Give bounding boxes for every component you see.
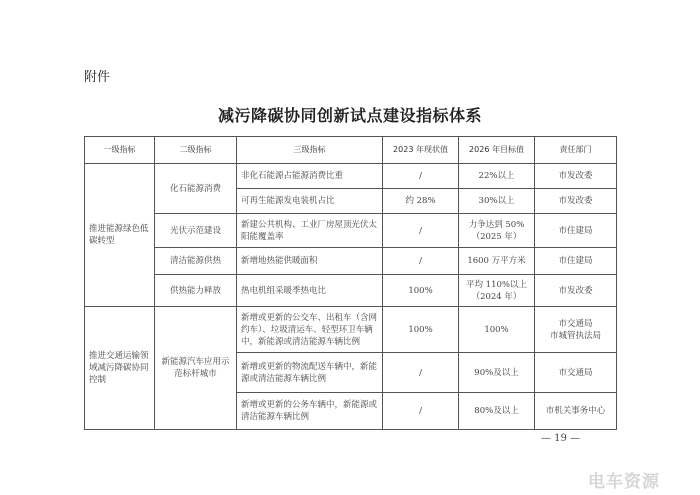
target-value-cell: 80%及以上 xyxy=(459,393,535,430)
current-value-cell: / xyxy=(383,214,459,248)
level3-cell: 非化石能源占能源消费比重 xyxy=(237,164,383,189)
header-department: 责任部门 xyxy=(535,137,617,164)
department-cell xyxy=(535,307,617,353)
target-value-cell: 90%及以上 xyxy=(459,353,535,393)
department-cell: 市机关事务中心 xyxy=(535,393,617,430)
table-row xyxy=(85,275,617,307)
target-value-cell: 100% xyxy=(459,307,535,353)
current-value-cell: / xyxy=(383,393,459,430)
department-cell: 市发改委 xyxy=(535,189,617,214)
department-cell: 市发改委 xyxy=(535,275,617,307)
header-current-2023: 2023 年现状值 xyxy=(383,137,459,164)
level2-cell: 清洁能源供热 xyxy=(155,248,237,275)
department-2: 市城管执法局 xyxy=(549,330,601,341)
table-row xyxy=(85,214,617,248)
target-value-cell: 30%以上 xyxy=(459,189,535,214)
watermark: 电车资源 xyxy=(588,472,660,492)
target-value: 平均 110%以上 xyxy=(465,279,527,290)
level1-cell: 推进交通运输领域减污降碳协同控制 xyxy=(85,307,155,430)
department-cell: 市发改委 xyxy=(535,164,617,189)
attachment-label: 附件 xyxy=(84,70,111,85)
header-target-2026: 2026 年目标值 xyxy=(459,137,535,164)
level3-cell: 可再生能源发电装机占比 xyxy=(237,189,383,214)
level3-cell: 热电机组采暖季热电比 xyxy=(237,275,383,307)
page-number: — 19 — xyxy=(541,433,581,444)
target-value-cell: 22%以上 xyxy=(459,164,535,189)
level3-cell: 新增地热能供暖面积 xyxy=(237,248,383,275)
current-value-cell: 约 28% xyxy=(383,189,459,214)
target-value-cell: 1600 万平方米 xyxy=(459,248,535,275)
table-row xyxy=(85,164,617,189)
header-level3: 三级指标 xyxy=(237,137,383,164)
table-header-row xyxy=(85,137,617,164)
level3-cell: 新增或更新的公交车、出租车（含网约车）、垃圾清运车、轻型环卫车辆中，新能源或清洁能源车辆比例 xyxy=(237,307,383,353)
target-value-note: （2024 年） xyxy=(471,291,522,302)
current-value-cell: 100% xyxy=(383,275,459,307)
document-title: 减污降碳协同创新试点建设指标体系 xyxy=(217,106,482,125)
department-cell: 市住建局 xyxy=(535,248,617,275)
table-row xyxy=(85,248,617,275)
table-row xyxy=(85,307,617,353)
level3-cell: 新增或更新的公务车辆中，新能源或清洁能源车辆比例 xyxy=(237,393,383,430)
level2-cell: 新能源汽车应用示范标杆城市 xyxy=(155,307,237,430)
current-value-cell: 100% xyxy=(383,307,459,353)
level2-cell: 光伏示范建设 xyxy=(155,214,237,248)
target-value-note: （2025 年） xyxy=(471,231,522,242)
header-level1: 一级指标 xyxy=(85,137,155,164)
level2-cell: 供热能力释放 xyxy=(155,275,237,307)
level3-cell: 新建公共机构、工业厂房屋顶光伏太阳能覆盖率 xyxy=(237,214,383,248)
target-value-cell xyxy=(459,275,535,307)
level3-cell: 新增或更新的物流配送车辆中，新能源或清洁能源车辆比例 xyxy=(237,353,383,393)
department: 市交通局 xyxy=(558,318,593,329)
current-value-cell: / xyxy=(383,353,459,393)
department-cell: 市住建局 xyxy=(535,214,617,248)
current-value-cell: / xyxy=(383,164,459,189)
level1-cell: 推进能源绿色低碳转型 xyxy=(85,164,155,307)
department-cell: 市交通局 xyxy=(535,353,617,393)
target-value-cell xyxy=(459,214,535,248)
current-value-cell: / xyxy=(383,248,459,275)
indicator-table xyxy=(84,136,617,430)
header-level2: 二级指标 xyxy=(155,137,237,164)
target-value: 力争达到 50% xyxy=(468,219,525,230)
level2-cell: 化石能源消费 xyxy=(155,164,237,214)
